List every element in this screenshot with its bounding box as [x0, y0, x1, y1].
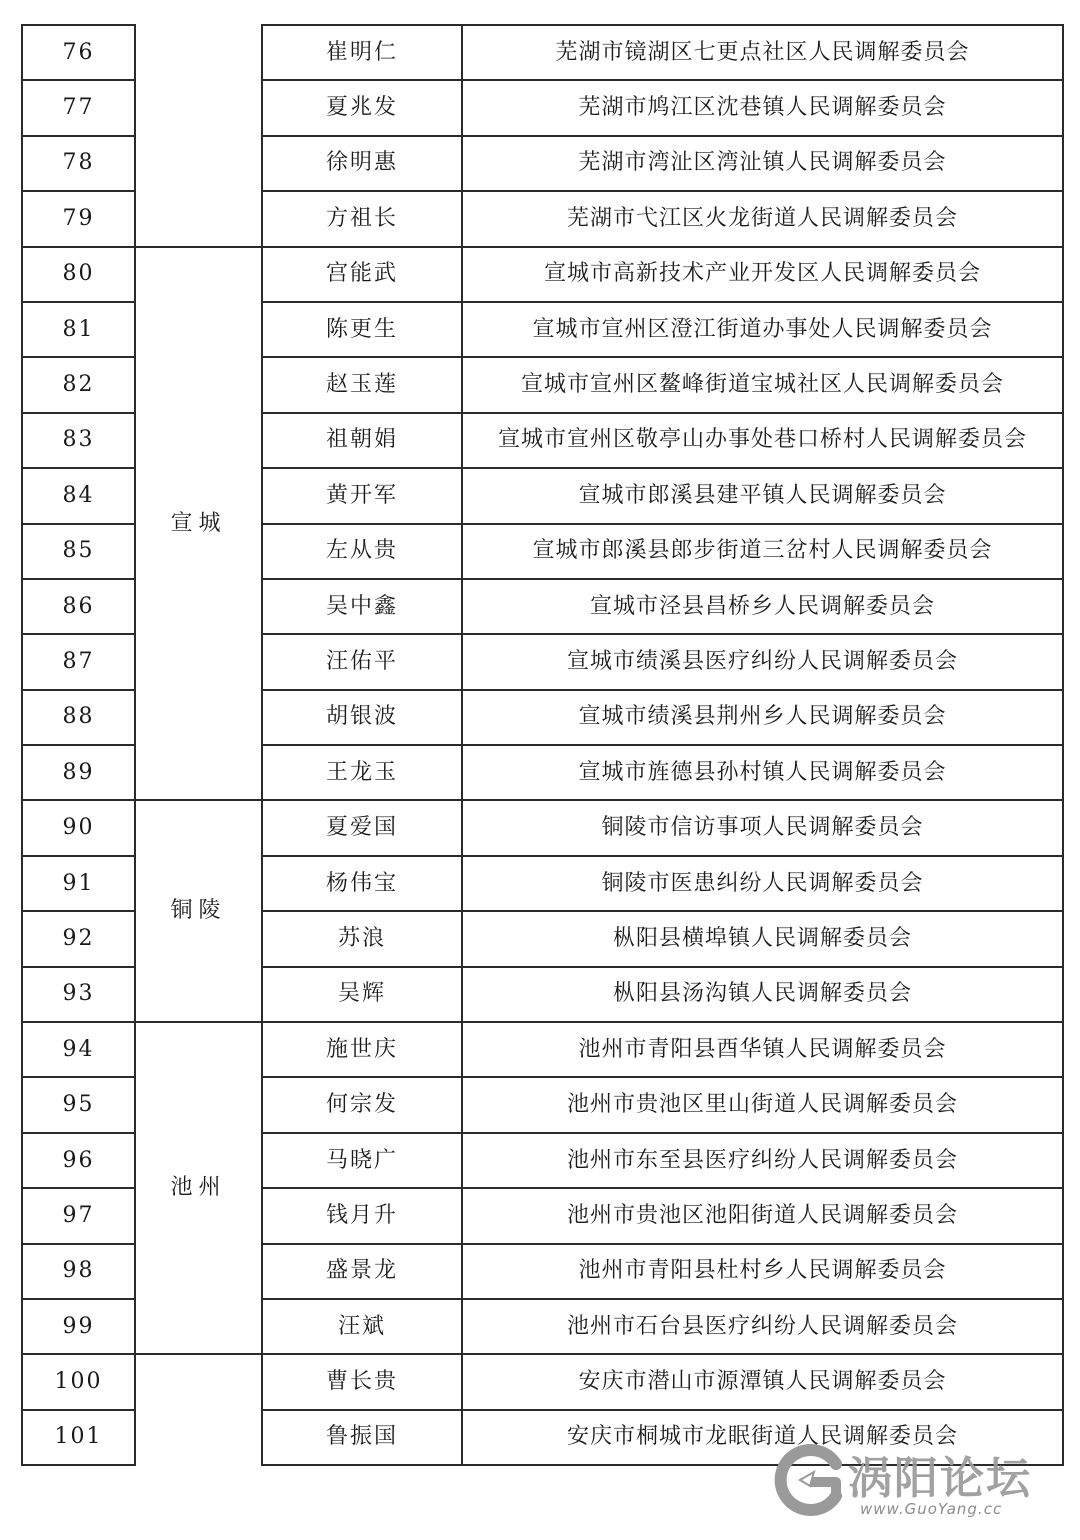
person-name: 赵玉莲 — [262, 357, 462, 412]
person-name: 陈更生 — [262, 302, 462, 357]
person-name: 宫能武 — [262, 247, 462, 302]
table-row — [22, 247, 1063, 302]
committee-name: 枞阳县汤沟镇人民调解委员会 — [462, 967, 1063, 1022]
row-number: 91 — [22, 856, 135, 911]
person-name: 夏爱国 — [262, 800, 462, 855]
table-row — [22, 1022, 1063, 1077]
committee-name: 安庆市潜山市源潭镇人民调解委员会 — [462, 1354, 1063, 1409]
committee-name: 宣城市宣州区鳌峰街道宝城社区人民调解委员会 — [462, 357, 1063, 412]
row-number: 101 — [22, 1410, 135, 1465]
person-name: 汪佑平 — [262, 634, 462, 689]
row-number: 84 — [22, 468, 135, 523]
roster-table-container — [21, 24, 1062, 1466]
row-number: 81 — [22, 302, 135, 357]
person-name: 何宗发 — [262, 1077, 462, 1132]
person-name: 鲁振国 — [262, 1410, 462, 1465]
person-name: 马晓广 — [262, 1133, 462, 1188]
person-name: 方祖长 — [262, 191, 462, 246]
committee-name: 池州市青阳县杜村乡人民调解委员会 — [462, 1244, 1063, 1299]
committee-name: 芜湖市镜湖区七更点社区人民调解委员会 — [462, 25, 1063, 80]
committee-name: 宣城市宣州区澄江街道办事处人民调解委员会 — [462, 302, 1063, 357]
person-name: 胡银波 — [262, 690, 462, 745]
person-name: 汪斌 — [262, 1299, 462, 1354]
person-name: 苏浪 — [262, 911, 462, 966]
committee-name: 池州市贵池区池阳街道人民调解委员会 — [462, 1188, 1063, 1243]
committee-name: 宣城市郎溪县郎步街道三岔村人民调解委员会 — [462, 524, 1063, 579]
person-name: 杨伟宝 — [262, 856, 462, 911]
committee-name: 芜湖市湾沚区湾沚镇人民调解委员会 — [462, 136, 1063, 191]
person-name: 吴中鑫 — [262, 579, 462, 634]
person-name: 祖朝娟 — [262, 413, 462, 468]
row-number: 87 — [22, 634, 135, 689]
row-number: 82 — [22, 357, 135, 412]
committee-name: 宣城市高新技术产业开发区人民调解委员会 — [462, 247, 1063, 302]
region-cell-wuhu — [135, 25, 262, 247]
row-number: 90 — [22, 800, 135, 855]
region-cell-xuancheng: 宣城 — [135, 247, 262, 801]
row-number: 79 — [22, 191, 135, 246]
row-number: 99 — [22, 1299, 135, 1354]
row-number: 94 — [22, 1022, 135, 1077]
row-number: 96 — [22, 1133, 135, 1188]
committee-name: 芜湖市鸠江区沈巷镇人民调解委员会 — [462, 80, 1063, 135]
row-number: 76 — [22, 25, 135, 80]
row-number: 78 — [22, 136, 135, 191]
committee-name: 池州市贵池区里山街道人民调解委员会 — [462, 1077, 1063, 1132]
table-row — [22, 800, 1063, 855]
committee-name: 宣城市郎溪县建平镇人民调解委员会 — [462, 468, 1063, 523]
committee-name: 宣城市绩溪县荆州乡人民调解委员会 — [462, 690, 1063, 745]
committee-name: 宣城市宣州区敬亭山办事处巷口桥村人民调解委员会 — [462, 413, 1063, 468]
committee-name: 宣城市泾县昌桥乡人民调解委员会 — [462, 579, 1063, 634]
row-number: 85 — [22, 524, 135, 579]
region-cell-tongling: 铜陵 — [135, 800, 262, 1022]
person-name: 施世庆 — [262, 1022, 462, 1077]
committee-name: 枞阳县横埠镇人民调解委员会 — [462, 911, 1063, 966]
committee-name: 宣城市旌德县孙村镇人民调解委员会 — [462, 745, 1063, 800]
row-number: 98 — [22, 1244, 135, 1299]
committee-name: 池州市东至县医疗纠纷人民调解委员会 — [462, 1133, 1063, 1188]
row-number: 83 — [22, 413, 135, 468]
row-number: 86 — [22, 579, 135, 634]
person-name: 王龙玉 — [262, 745, 462, 800]
person-name: 黄开军 — [262, 468, 462, 523]
person-name: 钱月升 — [262, 1188, 462, 1243]
table-row — [22, 25, 1063, 80]
row-number: 95 — [22, 1077, 135, 1132]
row-number: 100 — [22, 1354, 135, 1409]
committee-name: 池州市青阳县酉华镇人民调解委员会 — [462, 1022, 1063, 1077]
watermark-url: www.GuoYang.cc — [860, 1500, 1003, 1518]
person-name: 夏兆发 — [262, 80, 462, 135]
committee-name: 池州市石台县医疗纠纷人民调解委员会 — [462, 1299, 1063, 1354]
row-number: 77 — [22, 80, 135, 135]
row-number: 92 — [22, 911, 135, 966]
row-number: 89 — [22, 745, 135, 800]
table-row — [22, 1354, 1063, 1409]
person-name: 左从贵 — [262, 524, 462, 579]
watermark-title: 涡阳论坛 — [848, 1453, 1032, 1504]
row-number: 88 — [22, 690, 135, 745]
committee-name: 铜陵市信访事项人民调解委员会 — [462, 800, 1063, 855]
person-name: 盛景龙 — [262, 1244, 462, 1299]
person-name: 吴辉 — [262, 967, 462, 1022]
region-cell-anqing — [135, 1354, 262, 1465]
row-number: 93 — [22, 967, 135, 1022]
person-name: 曹长贵 — [262, 1354, 462, 1409]
row-number: 97 — [22, 1188, 135, 1243]
person-name: 徐明惠 — [262, 136, 462, 191]
person-name: 崔明仁 — [262, 25, 462, 80]
committee-name: 铜陵市医患纠纷人民调解委员会 — [462, 856, 1063, 911]
committee-name: 芜湖市弋江区火龙街道人民调解委员会 — [462, 191, 1063, 246]
roster-table — [21, 24, 1064, 1466]
region-cell-chizhou: 池州 — [135, 1022, 262, 1354]
committee-name: 宣城市绩溪县医疗纠纷人民调解委员会 — [462, 634, 1063, 689]
committee-name: 安庆市桐城市龙眠街道人民调解委员会 — [462, 1410, 1063, 1465]
row-number: 80 — [22, 247, 135, 302]
